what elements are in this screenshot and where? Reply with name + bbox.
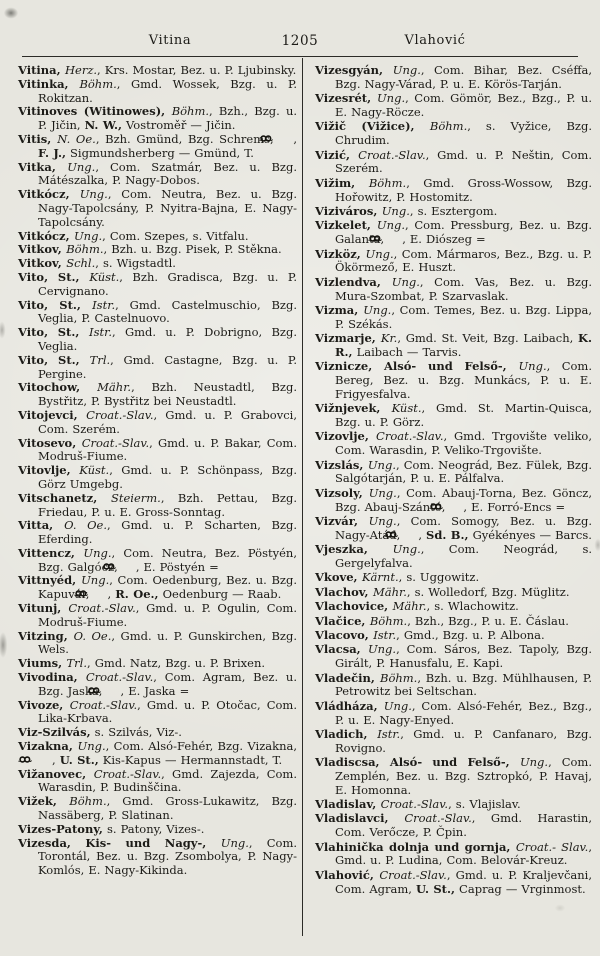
telegraph-icon xyxy=(449,502,463,510)
header-right-keyword: Vlahović xyxy=(404,33,466,48)
gazetteer-entry: Vitochow, Mähr., Bzh. Neustadtl, Bzg. Bystřitz, P. Bystřitz bei Neustadtl. xyxy=(18,380,297,409)
gazetteer-entry: Vizesda, Kis- und Nagy-, Ung., Com. Torontál, Bez. u. Bzg. Zsombolya, P. Nagy-Komlós, E. Nagy-Kikinda. xyxy=(18,835,298,878)
gazetteer-entry: Vladečin, Böhm., Bzh. u. Bzg. Mühlhausen, P. Petrowitz bei Seltschan. xyxy=(315,670,592,699)
gazetteer-entry: Vitkócz, Ung., Com. Neutra, Bez. u. Bzg. Nagy-Tapolcsány, P. Nyitra-Bajna, E. Nagy-Tapolcsány. xyxy=(18,187,297,229)
telegraph-icon xyxy=(279,134,293,142)
gazetteer-entry: Vitzing, O. Oe., Gmd. u. P. Gunskirchen, Bzg. Wels. xyxy=(18,628,297,657)
gazetteer-entry: Vizesrét, Ung., Com. Gömör, Bez., Bzg., P. u. E. Nagy-Röcze. xyxy=(315,91,592,119)
gazetteer-entry: Vižek, Böhm., Gmd. Gross-Lukawitz, Bzg. Nassäberg, P. Slatinan. xyxy=(18,794,297,823)
header-rule xyxy=(22,56,578,57)
gazetteer-entry: Vlacovo, Istr., Gmd., Bzg. u. P. Albona. xyxy=(315,627,545,642)
telegraph-icon xyxy=(38,755,52,763)
gazetteer-entry: Vizesgyán, Ung., Com. Bihar, Bez. Cséffa, Bzg. Nagy-Várad, P. u. E. Körös-Tarján. xyxy=(315,63,593,91)
gazetteer-entry: Vižim, Böhm., Gmd. Gross-Wossow, Bzg. Hořowitz, P. Hostomitz. xyxy=(315,175,592,204)
gazetteer-entry: Vitina, Herz., Krs. Mostar, Bez. u. P. Ljubinsky. xyxy=(18,63,297,77)
gazetteer-entry: Vizvár, Ung., Com. Somogy, Bez. u. Bzg. Nagy-Atád, , Sd. B., Gyékényes — Barcs. xyxy=(315,514,592,542)
gazetteer-entry: Vlacsa, Ung., Com. Sáros, Bez. Tapoly, Bzg. Girált, P. Hanusfalu, E. Kapi. xyxy=(315,642,592,671)
gazetteer-entry: Vižanovec, Croat.-Slav., Gmd. Zajezda, Com. Warasdin, P. Budinščina. xyxy=(18,766,297,795)
gazetteer-entry: Vládháza, Ung., Com. Alsó-Fehér, Bez., Bzg., P. u. E. Nagy-Enyed. xyxy=(315,698,592,727)
gazetteer-entry: Viums, Trl., Gmd. Natz, Bzg. u. P. Brixen. xyxy=(18,656,266,671)
gazetteer-entry: Vizes-Patony, s. Patony, Vizes-. xyxy=(18,821,205,836)
gazetteer-entry: Vito, St., Istr., Gmd. Castelmuschio, Bzg. Veglia, P. Castelnuovo. xyxy=(18,297,297,326)
gazetteer-entry: Vkove, Kärnt., s. Uggowitz. xyxy=(315,570,480,585)
gazetteer-entry: Viznicze, Alsó- und Felső-, Ung., Com. Bereg, Bez. u. Bzg. Munkács, P. u. E. Frigyesfalva. xyxy=(315,359,592,401)
gazetteer-entry: Vladich, Istr., Gmd. u. P. Canfanaro, Bzg. Rovigno. xyxy=(315,726,592,755)
gazetteer-entry: Vitovlje, Küst., Gmd. u. P. Schönpass, Bzg. Görz Umgebg. xyxy=(18,463,297,491)
gazetteer-entry: Vitka, Ung., Com. Szatmár, Bez. u. Bzg. Mátészalka, P. Nagy-Dobos. xyxy=(18,159,297,188)
gazetteer-entry: Vizma, Ung., Com. Temes, Bez. u. Bzg. Lippa, P. Székás. xyxy=(315,302,592,331)
gazetteer-entry: Vladiscsa, Alsó- und Felső-, Ung., Com. Zemplén, Bez. u. Bzg. Sztropkó, P. Havaj, E. Homonna. xyxy=(315,755,592,797)
gazetteer-entry: Vitis, N. Oe., Bzh. Gmünd, Bzg. Schrems, , F. J., Sigmundsherberg — Gmünd, T. xyxy=(18,131,297,160)
gazetteer-entry: Vittencz, Ung., Com. Neutra, Bez. Pöstyén, Bzg. Galgócz, , E. Pöstyén = xyxy=(18,545,297,574)
gazetteer-entry: Vitkócz, Ung., Com. Szepes, s. Vitfalu. xyxy=(18,228,249,243)
gazetteer-entry: Vižnjevek, Küst., Gmd. St. Martin-Quisca, Bzg. u. P. Görz. xyxy=(315,401,592,430)
gazetteer-entry: Vizovlje, Croat.-Slav., Gmd. Trgovište veliko, Com. Warasdin, P. Veliko-Trgovište. xyxy=(315,429,592,458)
column-left xyxy=(18,64,297,878)
gazetteer-entry: Vizslás, Ung., Com. Neográd, Bez. Fülek, Bzg. Salgótarján, P. u. E. Pálfalva. xyxy=(315,457,593,486)
gazetteer-entry: Vitinoves (Witinowes), Böhm., Bzh., Bzg. u. P. Jičin, N. W., Vostroměř — Jičin. xyxy=(18,104,298,133)
gazetteer-entry: Vitkov, Schl., s. Wigstadtl. xyxy=(18,256,176,271)
gazetteer-entry: Vitosevo, Croat.-Slav., Gmd. u. P. Bakar, Com. Modruš-Fiume. xyxy=(18,435,297,464)
header-left-keyword: Vitina xyxy=(148,33,192,48)
gazetteer-entry: Vitinka, Böhm., Gmd. Wossek, Bzg. u. P. Rokitzan. xyxy=(18,76,298,105)
gazetteer-entry: Vitschanetz, Steierm., Bzh. Pettau, Bzg. Friedau, P. u. E. Gross-Sonntag. xyxy=(18,490,298,519)
gazetteer-entry: Vižič (Vižice), Böhm., s. Vyžice, Bzg. Chrudim. xyxy=(315,119,592,148)
telegraph-icon xyxy=(404,530,418,538)
gazetteer-entry: Vitunj, Croat.-Slav., Gmd. u. P. Ogulin, Com. Modruš-Fiume. xyxy=(18,601,297,629)
gazetteer-entry: Viz-Szilvás, s. Szilvás, Viz-. xyxy=(18,725,182,740)
telegraph-icon xyxy=(94,589,108,597)
telegraph-icon xyxy=(107,686,121,694)
gazetteer-entry: Vizlendva, Ung., Com. Vas, Bez. u. Bzg. Mura-Szombat, P. Szarvaslak. xyxy=(315,274,592,303)
gazetteer-entry: Vizköz, Ung., Com. Mármaros, Bez., Bzg. u. P. Ökörmező, E. Huszt. xyxy=(315,246,593,275)
gazetteer-entry: Vizić, Croat.-Slav., Gmd. u. P. Neštin, Com. Szerém. xyxy=(315,147,592,176)
telegraph-icon xyxy=(388,234,402,242)
gazetteer-entry: Vivodina, Croat.-Slav., Com. Agram, Bez. u. Bzg. Jaska, , E. Jaska = xyxy=(18,670,297,698)
gazetteer-entry: Vizkelet, Ung., Com. Pressburg, Bez. u. Bzg. Galanta, , E. Diószeg = xyxy=(315,218,592,247)
gazetteer-entry: Vlachovice, Mähr., s. Wlachowitz. xyxy=(315,599,519,614)
gazetteer-entry: Vito, St., Küst., Bzh. Gradisca, Bzg. u. P. Cervignano. xyxy=(18,269,297,298)
gazetteer-entry: Vlahinička dolnja und gornja, Croat.- Slav., Gmd. u. P. Ludina, Com. Belovár-Kreuz. xyxy=(315,839,592,868)
column-divider xyxy=(302,58,303,936)
gazetteer-entry: Vizmarje, Kr., Gmd. St. Veit, Bzg. Laibach, K. R., Laibach — Tarvis. xyxy=(315,331,593,359)
column-right xyxy=(315,64,592,897)
gazetteer-entry: Vivoze, Croat.-Slav., Gmd. u. P. Otočac, Com. Lika-Krbava. xyxy=(18,697,297,726)
header-page-number: 1205 xyxy=(281,33,319,49)
gazetteer-entry: Vjeszka, Ung., Com. Neográd, s. Gergelyfalva. xyxy=(315,542,593,570)
gazetteer-entry: Vlačice, Böhm., Bzh., Bzg., P. u. E. Čáslau. xyxy=(315,613,569,628)
gazetteer-entry: Vito, St., Trl., Gmd. Castagne, Bzg. u. P. Pergine. xyxy=(18,352,297,381)
gazetteer-entry: Vitkov, Böhm., Bzh. u. Bzg. Pisek, P. Stěkna. xyxy=(18,242,282,257)
telegraph-icon xyxy=(122,562,136,570)
gazetteer-entry: Viziváros, Ung., s. Esztergom. xyxy=(315,203,498,218)
gazetteer-entry: Vlachov, Mähr., s. Wolledorf, Bzg. Müglitz. xyxy=(315,584,570,599)
gazetteer-entry: Vizsoly, Ung., Com. Abauj-Torna, Bez. Göncz, Bzg. Abauj-Szántó, , E. Forró-Encs = xyxy=(315,485,593,514)
gazetteer-entry: Vitojevci, Croat.-Slav., Gmd. u. P. Grabovci, Com. Szerém. xyxy=(18,407,297,436)
gazetteer-entry: Vito, St., Istr., Gmd. u. P. Dobrigno, Bzg. Veglia. xyxy=(18,325,297,353)
gazetteer-entry: Vladislav, Croat.-Slav., s. Vlajislav. xyxy=(315,797,521,812)
gazetteer-entry: Vladislavci, Croat.-Slav., Gmd. Harastin, Com. Verőcze, P. Čpin. xyxy=(315,811,592,840)
gazetteer-entry: Vlahović, Croat.-Slav., Gmd. u. P. Kraljevčani, Com. Agram, U. St., Caprag — Vrginmost. xyxy=(315,867,592,896)
gazetteer-entry: Vizakna, Ung., Com. Alsó-Fehér, Bzg. Vizakna, , U. St., Kis-Kapus — Hermannstadt, T. xyxy=(18,739,297,767)
gazetteer-entry: Vitta, O. Oe., Gmd. u. P. Scharten, Bzg. Eferding. xyxy=(18,518,298,547)
gazetteer-entry: Vittnyéd, Ung., Com. Oedenburg, Bez. u. Bzg. Kapuvár, , R. Oe., Oedenburg — Raab. xyxy=(18,573,297,602)
